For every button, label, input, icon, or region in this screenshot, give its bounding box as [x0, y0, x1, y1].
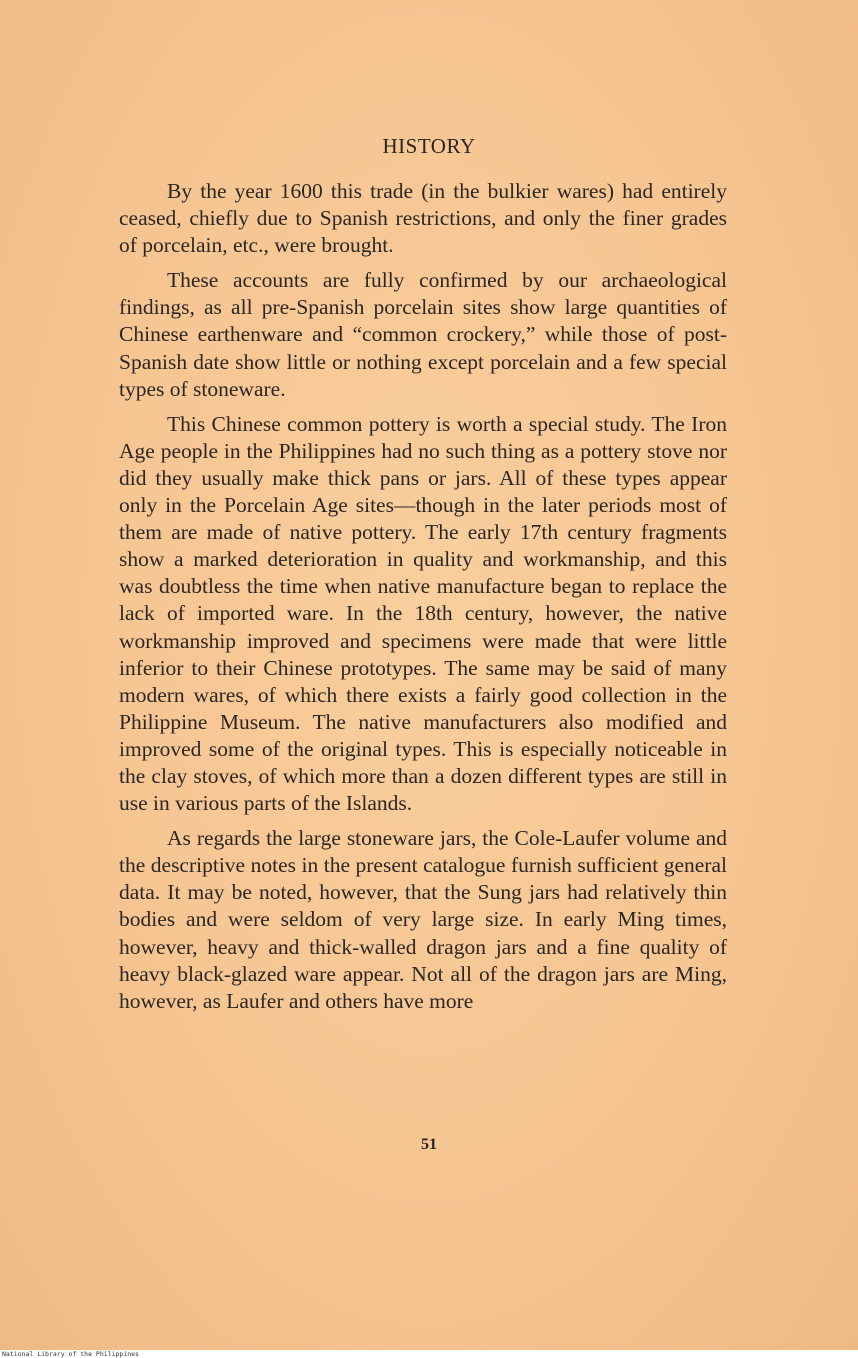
paragraph-2: These accounts are fully confirmed by our archaeological findings, as all pre-Spanish porcelain sites show large quantities of Chinese earthenware and “common crockery,” while those of post-Spanish date show little or nothing except porcelain and a few special types of stoneware. — [119, 268, 727, 401]
paragraph-4: As regards the large stoneware jars, the Cole-Laufer volume and the descriptive notes in the present catalogue furnish sufficient general data. It may be noted, however, that the Sung jars had relatively thin bodies and were seldom of very large size. In early Ming times, however, heavy and thick-walled dragon jars and a fine quality of heavy black-glazed ware appear. Not all of the dragon jars are Ming, however, as Laufer and others have more — [119, 826, 727, 1013]
paragraph-3: This Chinese common pottery is worth a special study. The Iron Age people in the Philippines had no such thing as a pottery stove nor did they usually make thick pans or jars. All of these types appear only in the Porcelain Age sites—though in the later periods most of them are made of native pottery. The early 17th century fragments show a marked deterioration in quality and workmanship, and this was doubtless the time when native manufacture began to replace the lack of imported ware. In the 18th century, however, the native workmanship improved and specimens were made that were little inferior to their Chinese prototypes. The same may be said of many modern wares, of which there exists a fairly good collection in the Philippine Museum. The native manufacturers also modified and improved some of the original types. This is especially noticeable in the clay stoves, of which more than a dozen different types are still in use in various parts of the Islands. — [119, 411, 727, 816]
running-head: HISTORY — [382, 134, 476, 158]
footer-credit: National Library of the Philippines — [2, 1350, 139, 1358]
page-number: 51 — [421, 1136, 437, 1153]
paragraph-1: By the year 1600 this trade (in the bulkier wares) had entirely ceased, chiefly due to Spanish restrictions, and only the finer grades of porcelain, etc., were brought. — [119, 179, 727, 258]
body-text — [119, 178, 727, 1023]
